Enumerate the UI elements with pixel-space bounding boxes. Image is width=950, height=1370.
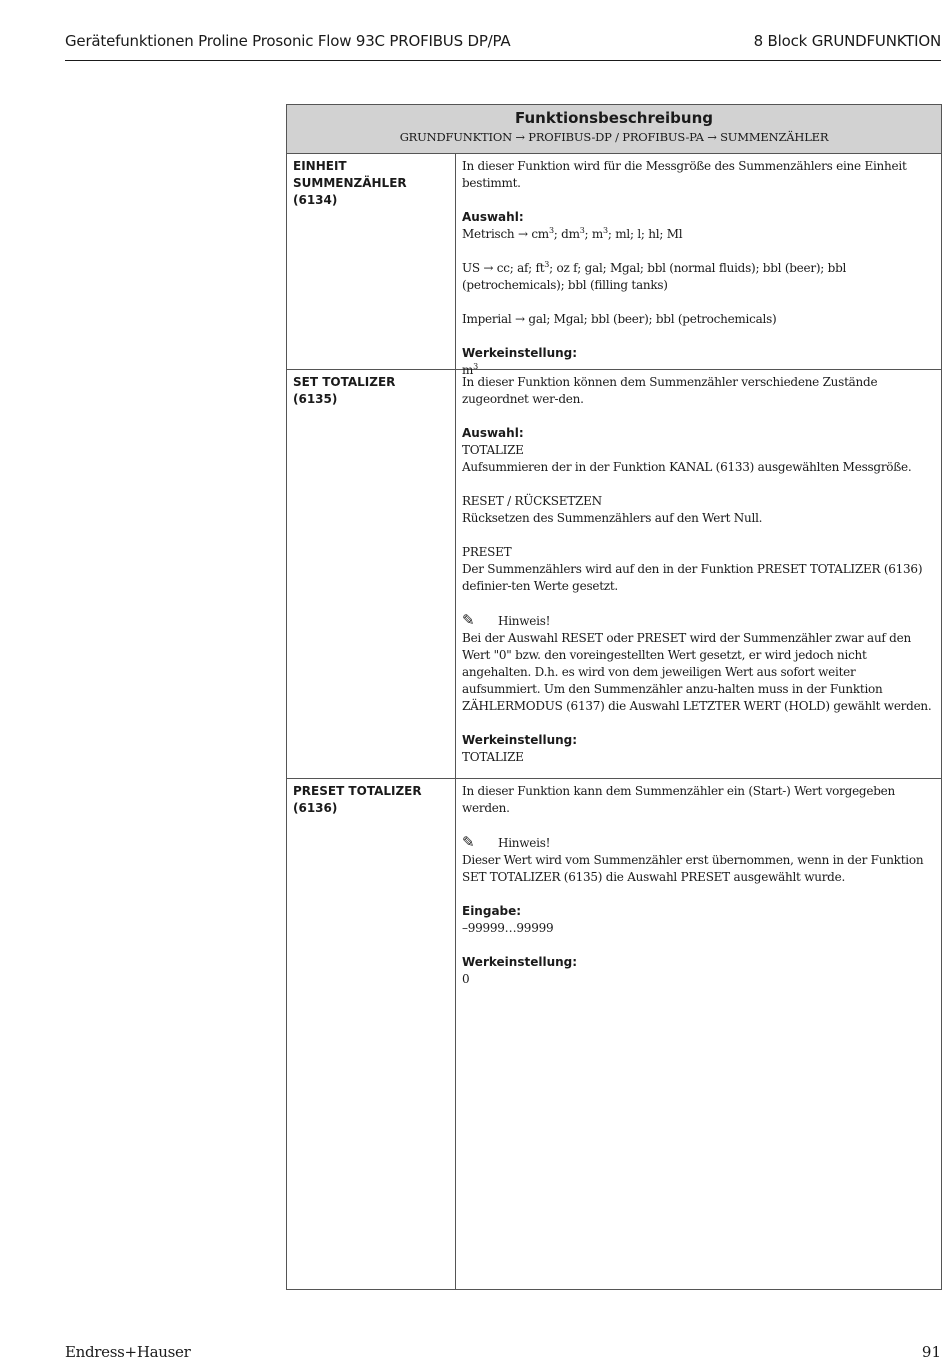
metric-units: ; dm (553, 227, 580, 241)
column-divider (455, 153, 456, 1289)
running-header-section: 8 Block GRUNDFUNKTION (753, 32, 941, 50)
superscript: 3 (544, 260, 550, 269)
selection-imperial: Imperial → gal; Mgal; bbl (beer); bbl (petrochemicals) (462, 312, 777, 326)
default-value: m (462, 363, 474, 377)
description-intro: In dieser Funktion wird für die Messgröße des Summenzählers eine Einheit bestimmt. (462, 159, 907, 190)
note-text: Bei der Auswahl RESET oder PRESET wird der Summenzähler zwar auf den Wert "0" bzw. den voreingestellten Wert gesetzt, er wird jedoch nicht angehalten. D.h. es wird von dem jeweiligen Wert aus sofort weiter aufsummiert. Um den Summenzähler anzu-halten muss in der Funktion ZÄHLERMODUS (6137) die Auswahl LETZTER WERT (HOLD) gewählt werden. (462, 631, 932, 713)
option-name: TOTALIZE (462, 443, 524, 457)
page-number: 91 (921, 1343, 941, 1361)
option-description: Aufsummieren der in der Funktion KANAL (6133) ausgewählten Messgröße. (462, 460, 912, 474)
superscript: 3 (548, 226, 554, 235)
input-label: Eingabe: (462, 904, 522, 918)
note-heading (462, 612, 932, 630)
selection-option-totalize (462, 425, 932, 476)
note-block (462, 834, 932, 886)
description-intro: In dieser Funktion können dem Summenzähler verschiedene Zustände zugeordnet wer-den. (462, 375, 878, 406)
function-code: (6134) (293, 193, 338, 207)
function-description-6136 (462, 783, 932, 1005)
function-table (286, 104, 942, 1290)
function-description-6135 (462, 374, 932, 783)
function-name-line: SET TOTALIZER (293, 375, 396, 389)
option-description: Der Summenzählers wird auf den in der Funktion PRESET TOTALIZER (6136) definier-ten Werte gesetzt. (462, 562, 923, 593)
metric-units: ; m (584, 227, 604, 241)
selection-metric (462, 209, 932, 243)
note-block (462, 612, 932, 715)
default-label: Werkeinstellung: (462, 955, 578, 969)
metric-units: ; ml; l; hl; Ml (607, 227, 683, 241)
default-value: 0 (462, 972, 470, 986)
default-value: TOTALIZE (462, 750, 524, 764)
function-name-6135 (293, 374, 443, 408)
default-setting (462, 732, 932, 766)
superscript: 3 (603, 226, 608, 235)
running-header-title: Gerätefunktionen Proline Prosonic Flow 93C PROFIBUS DP/PA (65, 32, 511, 50)
footer-brand: Endress+Hauser (65, 1343, 191, 1361)
option-name: RESET / RÜCKSETZEN (462, 494, 602, 508)
pencil-note-icon: ✎ (462, 833, 475, 851)
input-range (462, 903, 932, 937)
option-description: Rücksetzen des Summenzählers auf den Wert Null. (462, 511, 763, 525)
function-code: (6136) (293, 801, 338, 815)
note-text: Dieser Wert wird vom Summenzähler erst übernommen, wenn in der Funktion SET TOTALIZER (6135) die Auswahl PRESET ausgewählt wurde. (462, 853, 924, 884)
function-name-6134 (293, 158, 443, 209)
metric-units: Metrisch → cm (462, 227, 549, 241)
table-title: Funktionsbeschreibung (514, 109, 713, 127)
note-label: Hinweis! (498, 836, 551, 850)
default-label: Werkeinstellung: (462, 733, 578, 747)
us-units: US → cc; af; ft (462, 261, 545, 275)
selection-label: Auswahl: (462, 426, 524, 440)
function-name-line: EINHEIT (293, 159, 347, 173)
default-setting (462, 954, 932, 988)
note-heading (462, 834, 932, 852)
superscript: 3 (473, 362, 478, 371)
table-path: GRUNDFUNKTION → PROFIBUS-DP / PROFIBUS-PA → SUMMENZÄHLER (399, 130, 829, 144)
pencil-note-icon: ✎ (462, 611, 475, 629)
function-code: (6135) (293, 392, 338, 406)
selection-us (462, 260, 932, 294)
selection-label: Auswahl: (462, 210, 524, 224)
function-name-line: SUMMENZÄHLER (293, 176, 407, 190)
function-name-line: PRESET TOTALIZER (293, 784, 422, 798)
table-header (287, 105, 941, 154)
default-label: Werkeinstellung: (462, 346, 578, 360)
function-name-6136 (293, 783, 443, 817)
option-name: PRESET (462, 545, 512, 559)
us-units: ; oz f; gal; Mgal; bbl (normal fluids); bbl (beer); bbl (petrochemicals); bbl (filling tanks) (462, 261, 847, 292)
selection-option-preset (462, 544, 932, 595)
function-description-6134 (462, 158, 932, 396)
description-intro: In dieser Funktion kann dem Summenzähler ein (Start-) Wert vorgegeben werden. (462, 784, 895, 815)
selection-option-reset (462, 493, 932, 527)
note-label: Hinweis! (498, 614, 551, 628)
header-rule (65, 60, 941, 61)
superscript: 3 (579, 226, 585, 235)
input-value: –99999…99999 (462, 921, 554, 935)
